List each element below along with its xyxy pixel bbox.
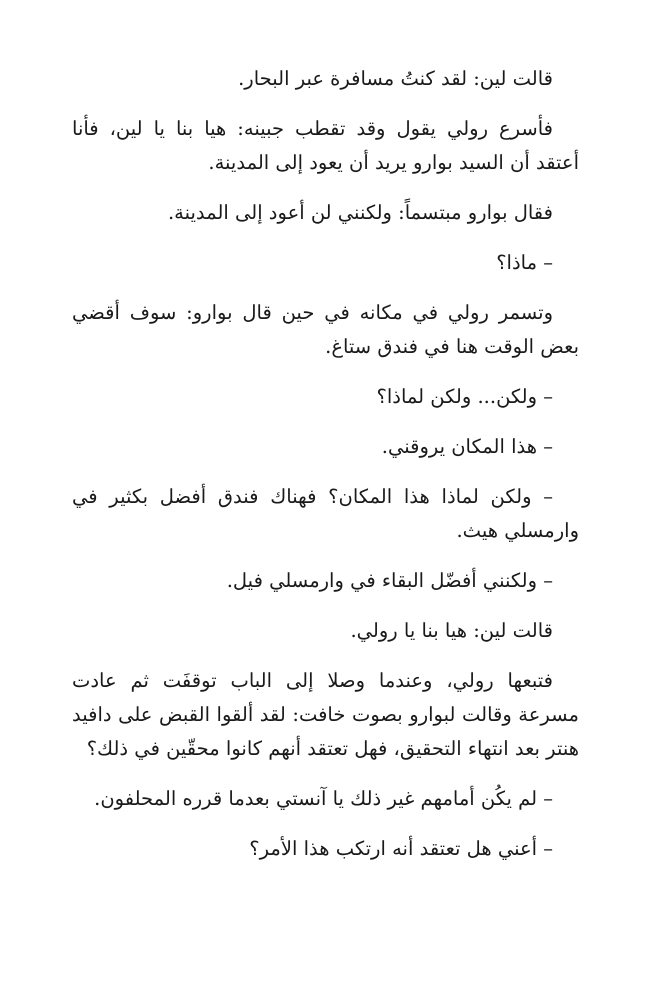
paragraph-8: – ولكن لماذا هذا المكان؟ فهناك فندق أفضل بكثير في وارمسلي هيث. [72,485,579,542]
paragraph-1: قالت لين: لقد كنتُ مسافرة عبر البحار. [238,67,553,90]
paragraph-5: وتسمر رولي في مكانه في حين قال بوارو: سوف أقضي بعض الوقت هنا في فندق ستاغ. [72,301,579,358]
paragraph-3: فقال بوارو مبتسماً: ولكنني لن أعود إلى المدينة. [167,201,553,224]
paragraph-13: – أعني هل تعتقد أنه ارتكب هذا الأمر؟ [249,837,553,860]
paragraph-2: فأسرع رولي يقول وقد تقطب جبينه: هيا بنا يا لين، فأنا أعتقد أن السيد بوارو يريد أن يعود إلى المدينة. [72,117,579,174]
paragraph-11: فتبعها رولي، وعندما وصلا إلى الباب توقفَت ثم عادت مسرعة وقالت لبوارو بصوت خافت: لقد ألقوا القبض على دافيد هنتر بعد انتهاء التحقيق، فهل تعتقد أنهم كانوا محقّين في ذلك؟ [72,669,579,760]
paragraph-4: – ماذا؟ [496,251,553,274]
paragraph-6: – ولكن... ولكن لماذا؟ [376,385,553,408]
paragraph-7: – هذا المكان يروقني. [381,435,553,458]
paragraph-10: قالت لين: هيا بنا يا رولي. [350,619,553,642]
paragraph-12: – لم يكُن أمامهم غير ذلك يا آنستي بعدما قرره المحلفون. [94,787,553,810]
paragraph-9: – ولكنني أفضّل البقاء في وارمسلي فيل. [226,569,553,592]
